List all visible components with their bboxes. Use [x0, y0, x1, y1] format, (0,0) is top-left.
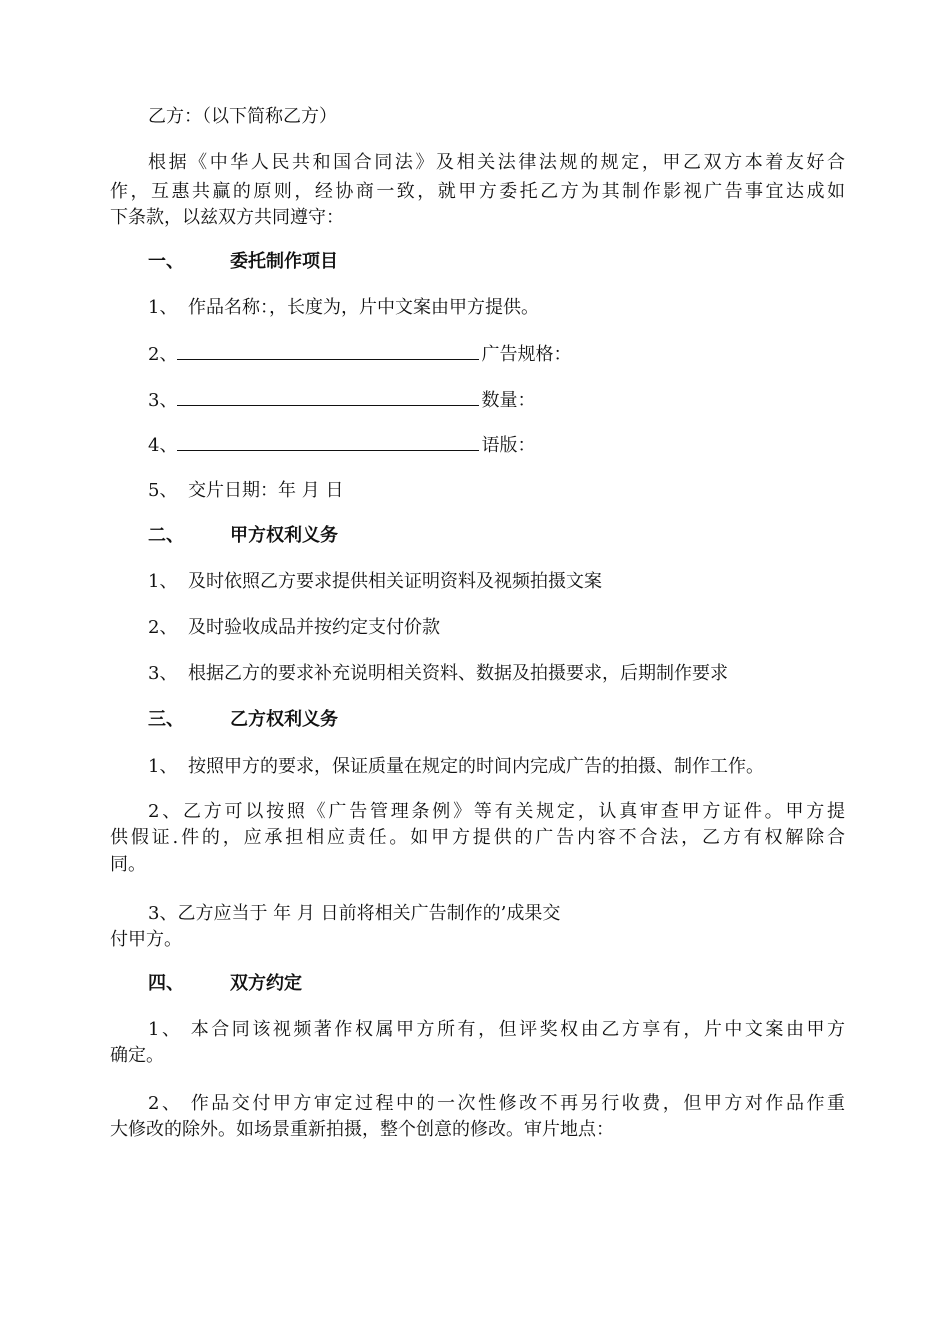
item-number: 2、	[148, 617, 178, 638]
party-b-line: 乙方：（以下简称乙方）	[148, 106, 337, 127]
item-number: 3、	[148, 390, 178, 411]
section-2-number: 二、	[148, 525, 184, 546]
section-4-heading	[110, 971, 845, 997]
item-text: 交片日期：年 月 日	[188, 480, 344, 501]
section-3-item-2-line-3: 同。	[110, 854, 146, 875]
section-2-title: 甲方权利义务	[230, 525, 338, 546]
preamble-line-3: 下条款，以兹双方共同遵守：	[110, 207, 344, 228]
item-label: 广告规格：	[481, 344, 572, 365]
section-3-title: 乙方权利义务	[230, 709, 338, 730]
blank-line	[177, 341, 479, 360]
item-number: 5、	[148, 480, 178, 501]
preamble-line-1: 根据《中华人民共和国合同法》及相关法律法规的规定，甲乙双方本着友好合	[148, 152, 845, 173]
section-3-item-3-line-2: 付甲方。	[110, 929, 182, 950]
section-2-item-1	[110, 569, 845, 595]
section-1-item-3	[110, 387, 845, 414]
item-number: 1、	[148, 756, 178, 777]
item-text: 作品名称：，长度为，片中文案由甲方提供。	[188, 297, 539, 318]
section-4-item-2-line-1: 2、 作品交付甲方审定过程中的一次性修改不再另行收费，但甲方对作品作重	[148, 1093, 845, 1114]
section-1-item-1	[110, 295, 845, 321]
section-3-item-1	[110, 754, 845, 780]
section-2-heading	[110, 523, 845, 549]
item-number: 1、	[148, 297, 178, 318]
section-3-item-2-line-1: 2、乙方可以按照《广告管理条例》等有关规定，认真审查甲方证件。甲方提	[148, 801, 845, 822]
section-1-heading	[110, 249, 845, 275]
item-number: 4、	[148, 435, 178, 456]
blank-line	[177, 387, 479, 406]
item-text: 及时验收成品并按约定支付价款	[188, 617, 440, 638]
item-text: 及时依照乙方要求提供相关证明资料及视频拍摄文案	[188, 571, 602, 592]
section-4-item-1-line-1: 1、 本合同该视频著作权属甲方所有，但评奖权由乙方享有，片中文案由甲方	[148, 1019, 845, 1040]
section-1-number: 一、	[148, 251, 184, 272]
section-4-number: 四、	[148, 973, 184, 994]
section-4-item-1-line-2: 确定。	[110, 1045, 164, 1066]
item-text: 按照甲方的要求，保证质量在规定的时间内完成广告的拍摄、制作工作。	[188, 756, 764, 777]
section-4-item-2-line-2: 大修改的除外。如场景重新拍摄，整个创意的修改。审片地点：	[110, 1119, 614, 1140]
item-text: 根据乙方的要求补充说明相关资料、数据及拍摄要求，后期制作要求	[188, 663, 728, 684]
section-1-item-2	[110, 341, 845, 368]
section-1-item-5	[110, 478, 845, 504]
section-2-item-3	[110, 661, 845, 687]
item-number: 1、	[148, 571, 178, 592]
item-label: 语版：	[481, 435, 536, 456]
blank-line	[177, 432, 479, 451]
section-1-item-4	[110, 432, 845, 459]
section-3-item-2-line-2: 供假证.件的，应承担相应责任。如甲方提供的广告内容不合法，乙方有权解除合	[110, 827, 845, 848]
section-3-item-3-line-1: 3、乙方应当于 年 月 日前将相关广告制作的’成果交	[148, 903, 561, 924]
section-1-title: 委托制作项目	[230, 251, 338, 272]
preamble-line-2: 作，互惠共赢的原则，经协商一致，就甲方委托乙方为其制作影视广告事宜达成如	[110, 181, 845, 202]
item-label: 数量：	[481, 390, 536, 411]
section-2-item-2	[110, 615, 845, 641]
item-number: 3、	[148, 663, 178, 684]
item-number: 2、	[148, 344, 178, 365]
section-3-heading	[110, 707, 845, 733]
section-4-title: 双方约定	[230, 973, 302, 994]
section-3-number: 三、	[148, 709, 184, 730]
